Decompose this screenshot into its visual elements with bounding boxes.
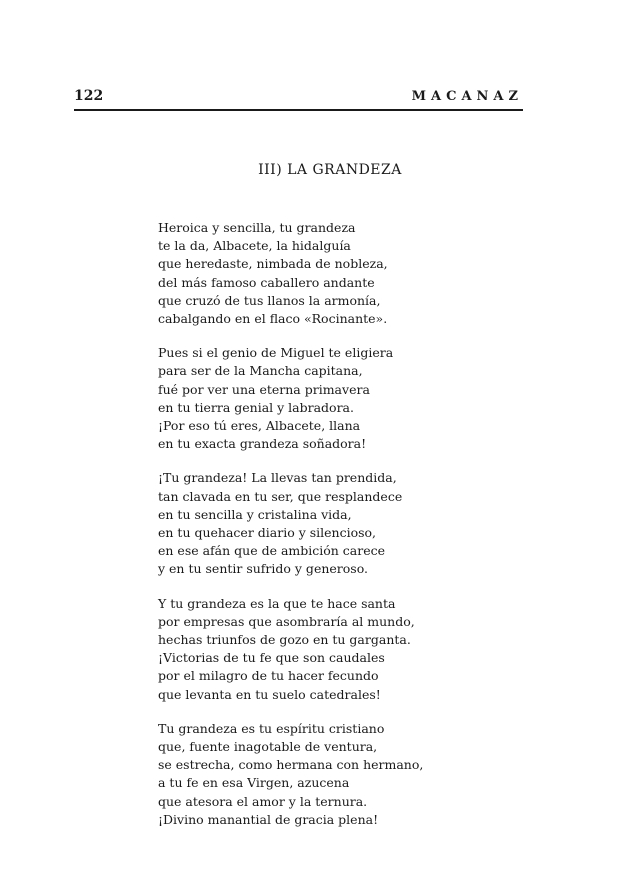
poem — [158, 219, 424, 845]
poem-line: para ser de la Mancha capitana, — [158, 363, 363, 379]
poem-line: del más famoso caballero andante — [158, 274, 375, 290]
poem-line: ¡Tu grandeza! La llevas tan prendida, — [158, 470, 397, 486]
section-title: III) LA GRANDEZA — [258, 162, 402, 178]
poem-line: que, fuente inagotable de ventura, — [158, 739, 378, 755]
poem-line: que heredaste, nimbada de nobleza, — [158, 256, 388, 272]
header-rule — [74, 109, 523, 111]
poem-line: en tu exacta grandeza soñadora! — [158, 436, 367, 452]
poem-line: en tu tierra genial y labradora. — [158, 399, 354, 415]
poem-line: cabalgando en el flaco «Rocinante». — [158, 311, 388, 327]
poem-line: en tu sencilla y cristalina vida, — [158, 506, 352, 522]
poem-line: fué por ver una eterna primavera — [158, 381, 370, 397]
poem-line: hechas triunfos de gozo en tu garganta. — [158, 632, 411, 648]
poem-line: en tu quehacer diario y silencioso, — [158, 525, 377, 541]
poem-line: Tu grandeza es tu espíritu cristiano — [158, 720, 385, 736]
poem-line: a tu fe en esa Virgen, azucena — [158, 775, 350, 791]
poem-line: ¡Divino manantial de gracia plena! — [158, 811, 379, 827]
poem-line: Heroica y sencilla, tu grandeza — [158, 220, 356, 235]
stanza-3 — [158, 469, 418, 578]
poem-line: por empresas que asombraría al mundo, — [158, 613, 415, 629]
running-head: MACANAZ — [411, 89, 523, 104]
poem-line: se estrecha, como hermana con hermano, — [158, 757, 424, 773]
poem-line: que cruzó de tus llanos la armonía, — [158, 292, 381, 308]
stanza-4 — [158, 595, 418, 704]
poem-line: te la da, Albacete, la hidalguía — [158, 238, 351, 254]
stanza-5 — [158, 720, 424, 829]
poem-line: que atesora el amor y la ternura. — [158, 793, 368, 809]
page-number: 122 — [74, 88, 104, 104]
poem-line: ¡Victorias de tu fe que son caudales — [158, 650, 385, 666]
stanza-1 — [158, 219, 418, 328]
poem-line: Pues si el genio de Miguel te eligiera — [158, 345, 394, 361]
poem-line: y en tu sentir sufrido y generoso. — [158, 561, 368, 577]
poem-line: que levanta en tu suelo catedrales! — [158, 686, 381, 702]
poem-line: tan clavada en tu ser, que resplandece — [158, 488, 403, 504]
poem-line: por el milagro de tu hacer fecundo — [158, 668, 379, 684]
stanza-2 — [158, 344, 418, 453]
poem-line: Y tu grandeza es la que te hace santa — [158, 595, 396, 611]
poem-line: en ese afán que de ambición carece — [158, 543, 386, 559]
poem-line: ¡Por eso tú eres, Albacete, llana — [158, 418, 361, 434]
